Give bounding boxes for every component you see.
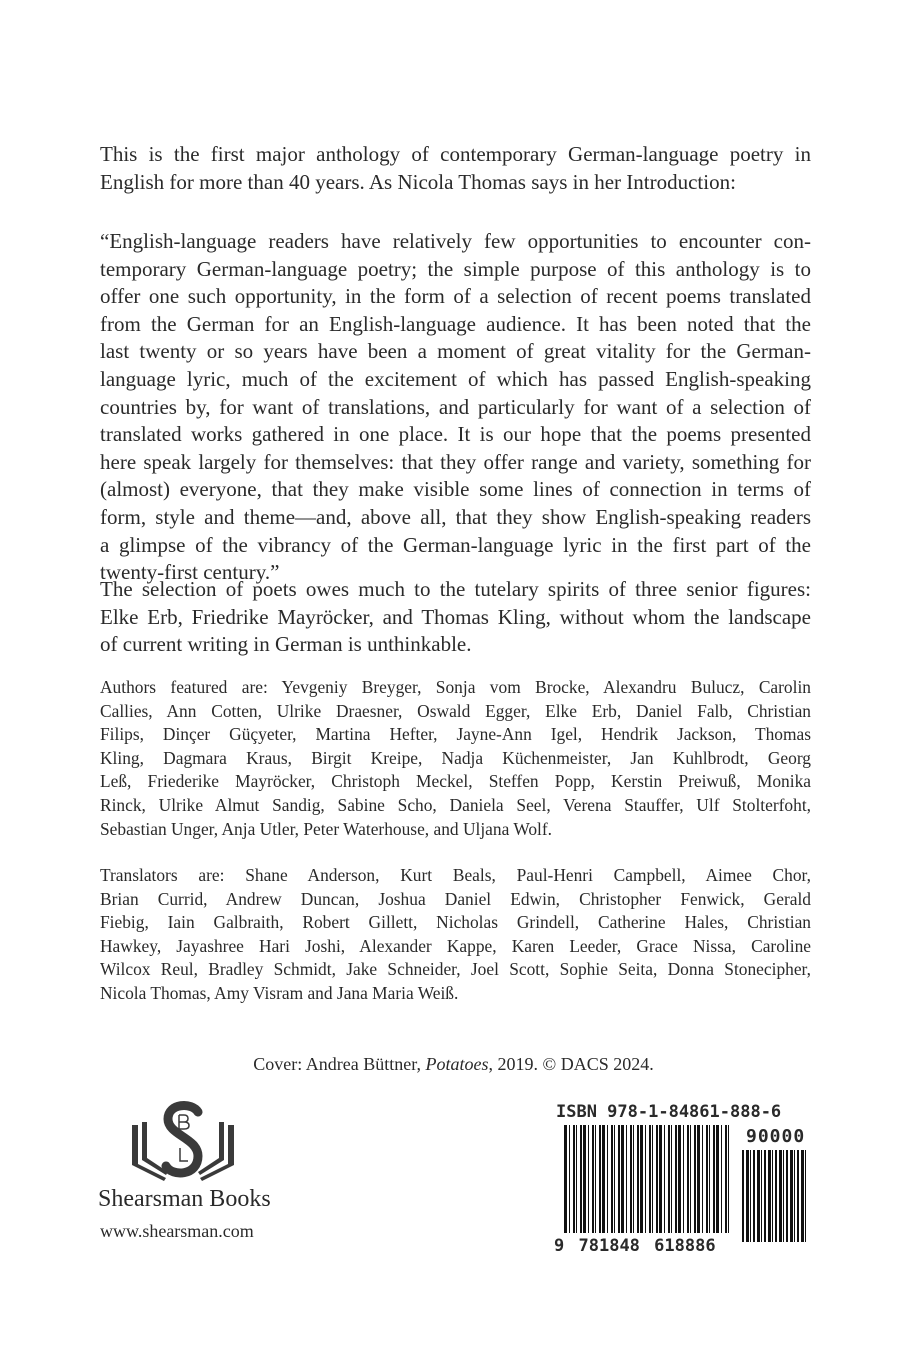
text-line: translated works gathered in one place. It is our hope that the poems presented — [100, 422, 811, 447]
addon-barcode — [742, 1150, 808, 1242]
senior-figures-paragraph — [100, 576, 811, 659]
text-line: Hawkey, Jayashree Hari Joshi, Alexander Kappe, Karen Leeder, Grace Nissa, Caroline — [100, 935, 811, 956]
text-line: Sebastian Unger, Anja Utler, Peter Waterhouse, and Uljana Wolf. — [100, 818, 553, 839]
ean-first-digit: 9 — [554, 1236, 565, 1256]
text-line: Wilcox Reul, Bradley Schmidt, Jake Schneider, Joel Scott, Sophie Seita, Donna Stonecipher, — [100, 959, 811, 980]
quote-paragraph — [100, 228, 811, 587]
text-line: Rinck, Ulrike Almut Sandig, Sabine Scho, Daniela Seel, Verena Stauffer, Ulf Stolterfoht, — [100, 794, 811, 815]
text-line: a glimpse of the vibrancy of the German-language lyric in the first part of the — [100, 532, 811, 557]
publisher-url: www.shearsman.com — [100, 1221, 254, 1241]
text-line: The selection of poets owes much to the tutelary spirits of three senior figures: — [100, 577, 811, 601]
cover-credit — [0, 1053, 907, 1075]
text-line: Kling, Dagmara Kraus, Birgit Kreipe, Nadja Küchenmeister, Jan Kuhlbrodt, Georg — [100, 747, 811, 768]
text-line: Authors featured are: Yevgeniy Breyger, Sonja vom Brocke, Alexandru Bulucz, Carolin — [100, 677, 811, 697]
text-line: Nicola Thomas, Amy Visram and Jana Maria Weiß. — [100, 982, 459, 1003]
artwork-title: Potatoes — [425, 1054, 489, 1074]
price-addon-number: 90000 — [746, 1126, 806, 1147]
text-line: “English-language readers have relatively few opportunities to encounter con- — [100, 229, 811, 253]
logo-l-mark — [180, 1148, 188, 1161]
authors-paragraph — [100, 676, 811, 841]
text-line: Translators are: Shane Anderson, Kurt Beals, Paul-Henri Campbell, Aimee Chor, — [100, 865, 811, 885]
text-line: temporary German-language poetry; the simple purpose of this anthology is to — [100, 256, 811, 281]
ean-digits — [554, 1236, 716, 1256]
text-line: (almost) everyone, that they make visible some lines of connection in terms of — [100, 477, 811, 502]
credit-suffix: , 2019. © DACS 2024. — [488, 1054, 654, 1074]
text-line: Fiebig, Iain Galbraith, Robert Gillett, Nicholas Grindell, Catherine Hales, Christian — [100, 912, 811, 933]
text-line: Filips, Dinçer Güçyeter, Martina Hefter, Jayne-Ann Igel, Hendrik Jackson, Thomas — [100, 724, 811, 745]
text-line: here speak largely for themselves: that they offer range and variety, something for — [100, 449, 811, 474]
publisher-name: Shearsman Books — [98, 1186, 271, 1212]
text-line: language lyric, much of the excitement of which has passed English-speaking — [100, 366, 811, 391]
isbn-label: ISBN 978-1-84861-888-6 — [556, 1102, 782, 1122]
ean-barcode — [564, 1125, 729, 1233]
text-line: countries by, for want of translations, and particularly for want of a selection of — [100, 394, 811, 419]
intro-paragraph — [100, 141, 811, 196]
text-line: twenty-first century.” — [100, 560, 280, 585]
translators-paragraph — [100, 864, 811, 1006]
text-line: English for more than 40 years. As Nicola Thomas says in her Introduction: — [100, 169, 736, 194]
text-line: offer one such opportunity, in the form of a selection of recent poems translated — [100, 284, 811, 309]
credit-prefix: Cover: Andrea Büttner, — [253, 1054, 426, 1074]
ean-left-digits: 781848 — [578, 1236, 640, 1256]
logo-b-mark — [179, 1115, 189, 1129]
ean-right-digits: 618886 — [654, 1236, 716, 1256]
text-line: Callies, Ann Cotten, Ulrike Draesner, Oswald Egger, Elke Erb, Daniel Falb, Christian — [100, 700, 811, 721]
text-line: last twenty or so years have been a moment of great vitality for the German- — [100, 339, 811, 364]
text-line: from the German for an English-language audience. It has been noted that the — [100, 311, 811, 336]
text-line: Elke Erb, Friedrike Mayröcker, and Thomas Kling, without whom the landscape — [100, 604, 811, 629]
text-line: of current writing in German is unthinkable. — [100, 632, 472, 657]
text-line: This is the first major anthology of contemporary German-language poetry in — [100, 142, 811, 166]
text-line: Leß, Friederike Mayröcker, Christoph Meckel, Steffen Popp, Kerstin Preiwuß, Monika — [100, 771, 811, 792]
text-line: Brian Currid, Andrew Duncan, Joshua Daniel Edwin, Christopher Fenwick, Gerald — [100, 888, 811, 909]
text-line: form, style and theme—and, above all, that they show English-speaking readers — [100, 504, 811, 529]
shearsman-logo — [128, 1100, 238, 1182]
